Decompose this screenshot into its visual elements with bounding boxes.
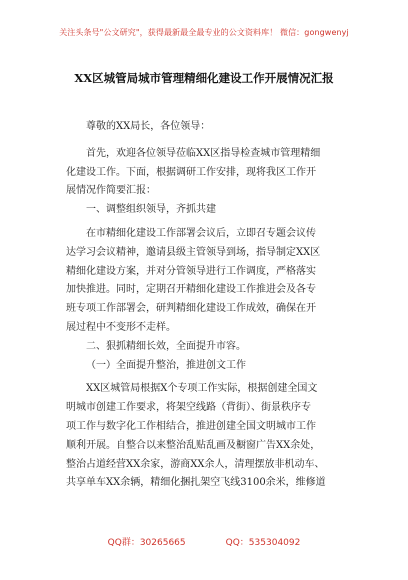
body-line: 项工作与数字化工作相结合，推进创建全国文明城市工作 [66,420,316,432]
body-line: 首先，欢迎各位领导莅临XX区指导检查城市管理精细 [86,147,321,159]
body-line: 班专项工作部署会，研判精细化建设工作成效，确保在开 [66,303,316,315]
subsection-heading: （一）全面提升整治，推进创文工作 [86,359,246,371]
body-line: 展情况作简要汇报： [66,185,156,197]
body-line: 顺利开展。自整合以来整治乱贴乱画及橱窗广告XX余处， [66,439,321,451]
top-banner: 关注头条号"公文研究"，获得最新最全最专业的公文资料库！ 微信：gongwenyj [59,28,349,37]
body-line: 达学习会议精神，邀请县级主管领导到场，指导制定XX区 [66,246,321,258]
qq-group-text: QQ群：30265665 [107,538,186,548]
body-line: 明城市创建工作要求，将架空线路（背街）、街景秩序专 [66,402,311,414]
body-line: XX区城管局根据X个专项工作实际，根据创建全国文 [86,383,318,395]
qq-number-text: QQ：535304092 [225,538,301,548]
section-heading: 二、狠抓精细长效，全面提升市容。 [86,340,246,352]
document-body [66,118,346,493]
salutation: 尊敬的XX局长，各位领导： [86,121,211,132]
body-line: 整治占道经营XX余家，游商XX余人，清理摆放非机动车、 [66,458,325,470]
section-heading: 一、调整组织领导，齐抓共建 [86,204,216,216]
body-line: 精细化建设方案，并对分管领导进行工作调度，严格落实 [66,265,316,277]
body-line: 展过程中不变形不走样。 [66,321,176,333]
body-line: 化建设工作。下面，根据调研工作安排，现将我区工作开 [66,166,316,178]
body-line: 加快推进。同时，定期召开精细化建设工作推进会及各专 [66,284,316,296]
body-line: 共享单车XX余辆，精细化捆扎架空飞线3100余米，维修道 [66,477,326,489]
document-title: XX区城管局城市管理精细化建设工作开展情况汇报 [74,71,334,85]
body-line: 在市精细化建设工作部署会议后，立即召专题会议传 [86,227,316,239]
footer-contact [0,535,408,548]
